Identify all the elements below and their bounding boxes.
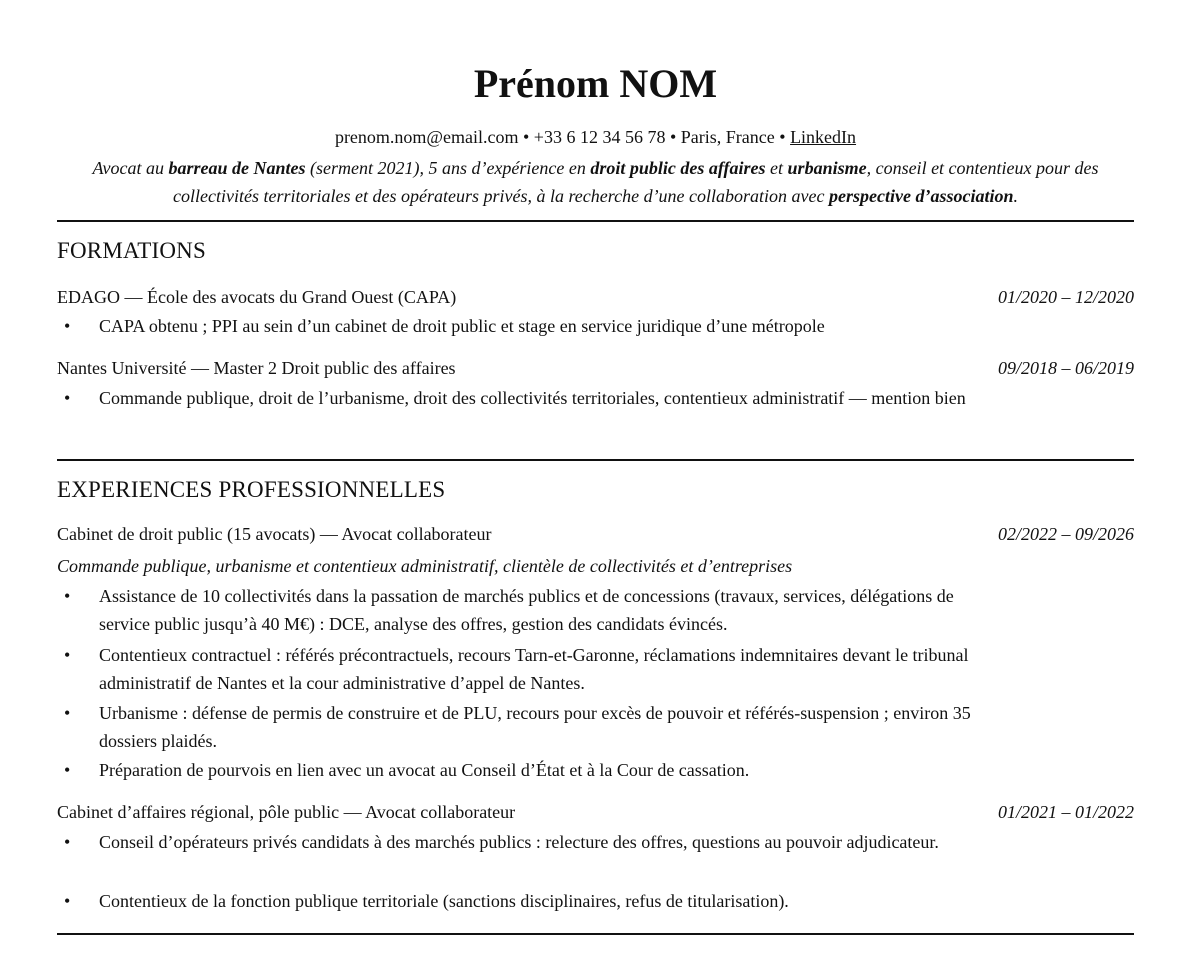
separator: • <box>518 127 534 147</box>
bullet-icon: • <box>64 586 71 606</box>
bullet-icon: • <box>64 316 71 336</box>
experience-entry-heading <box>57 522 1134 546</box>
contact-line <box>0 125 1191 149</box>
list-item <box>57 700 977 755</box>
summary-text: (serment 2021), 5 ans d’expérience en <box>305 158 591 178</box>
entry-title: Cabinet de droit public (15 avocats) — Avocat collaborateur <box>57 524 492 544</box>
entry-subtitle: Commande publique, urbanisme et contentieux administratif, clientèle de collectivités et d’entreprises <box>57 556 793 576</box>
summary-text: , conseil et contentieux pour des collectivités territoriales et des opérateurs privés, à la recherche d’une collaboration avec <box>173 158 1099 206</box>
bullet-text: Préparation de pourvois en lien avec un avocat au Conseil d’État et à la Cour de cassation. <box>99 760 750 780</box>
summary-emphasis: urbanisme <box>787 158 867 178</box>
summary-emphasis: perspective d’association <box>829 186 1014 206</box>
entry-dates: 02/2022 – 09/2026 <box>997 524 1134 544</box>
divider <box>57 933 1134 935</box>
linkedin-link[interactable]: LinkedIn <box>790 127 857 147</box>
list-item <box>57 757 977 785</box>
entry-dates: 09/2018 – 06/2019 <box>997 358 1134 378</box>
entry-dates: 01/2020 – 12/2020 <box>997 287 1134 307</box>
list-item <box>57 888 977 916</box>
list-item <box>57 583 977 638</box>
entry-title: EDAGO — École des avocats du Grand Ouest (CAPA) <box>57 287 457 307</box>
entry-title: Nantes Université — Master 2 Droit public des affaires <box>57 358 456 378</box>
bullet-text: Contentieux contractuel : référés précontractuels, recours Tarn-et-Garonne, réclamations indemnitaires devant le tribunal administratif de Nantes et la cour administrative d’appel de Nantes. <box>99 645 969 693</box>
bullet-icon: • <box>64 703 71 723</box>
entry-title: Cabinet d’affaires régional, pôle public — Avocat collaborateur <box>57 802 516 822</box>
formation-entry-heading <box>57 285 1134 309</box>
bullet-icon: • <box>64 891 71 911</box>
bullet-text: Assistance de 10 collectivités dans la passation de marchés publics et de concessions (travaux, services, délégations de service public jusqu’à 40 M€) : DCE, analyse des offres, gestion des candidats évincés. <box>99 586 954 634</box>
bullet-text: Urbanisme : défense de permis de construire et de PLU, recours pour excès de pouvoir et référés-suspension ; environ 35 dossiers plaidés. <box>99 703 971 751</box>
summary-emphasis: barreau de Nantes <box>168 158 306 178</box>
section-title-formations: FORMATIONS <box>57 238 206 263</box>
location: Paris, France <box>680 127 775 147</box>
experience-entry-heading <box>57 800 1134 824</box>
divider <box>57 459 1134 461</box>
bullet-text: Contentieux de la fonction publique territoriale (sanctions disciplinaires, refus de titularisation). <box>99 891 789 911</box>
list-item <box>57 642 977 697</box>
bullet-icon: • <box>64 388 71 408</box>
divider <box>57 220 1134 222</box>
phone: +33 6 12 34 56 78 <box>533 127 666 147</box>
bullet-text: CAPA obtenu ; PPI au sein d’un cabinet de droit public et stage en service juridique d’une métropole <box>99 316 825 336</box>
profile-summary <box>62 154 1129 210</box>
bullet-icon: • <box>64 645 71 665</box>
list-item <box>57 313 977 341</box>
summary-emphasis: droit public des affaires <box>590 158 766 178</box>
separator: • <box>774 127 791 147</box>
candidate-name: Prénom NOM <box>473 61 718 106</box>
summary-text: . <box>1013 186 1018 206</box>
bullet-icon: • <box>64 760 71 780</box>
list-item <box>57 829 977 857</box>
formation-entry-heading <box>57 356 1134 380</box>
section-title-experiences: EXPERIENCES PROFESSIONNELLES <box>57 477 446 502</box>
email: prenom.nom@email.com <box>334 127 519 147</box>
summary-text: Avocat au <box>92 158 169 178</box>
list-item <box>57 385 977 413</box>
entry-dates: 01/2021 – 01/2022 <box>997 802 1134 822</box>
bullet-text: Commande publique, droit de l’urbanisme, droit des collectivités territoriales, contentieux administratif — mention bien <box>99 388 966 408</box>
bullet-icon: • <box>64 832 71 852</box>
bullet-text: Conseil d’opérateurs privés candidats à des marchés publics : relecture des offres, questions au pouvoir adjudicateur. <box>99 832 939 852</box>
summary-text: et <box>765 158 788 178</box>
separator: • <box>665 127 681 147</box>
